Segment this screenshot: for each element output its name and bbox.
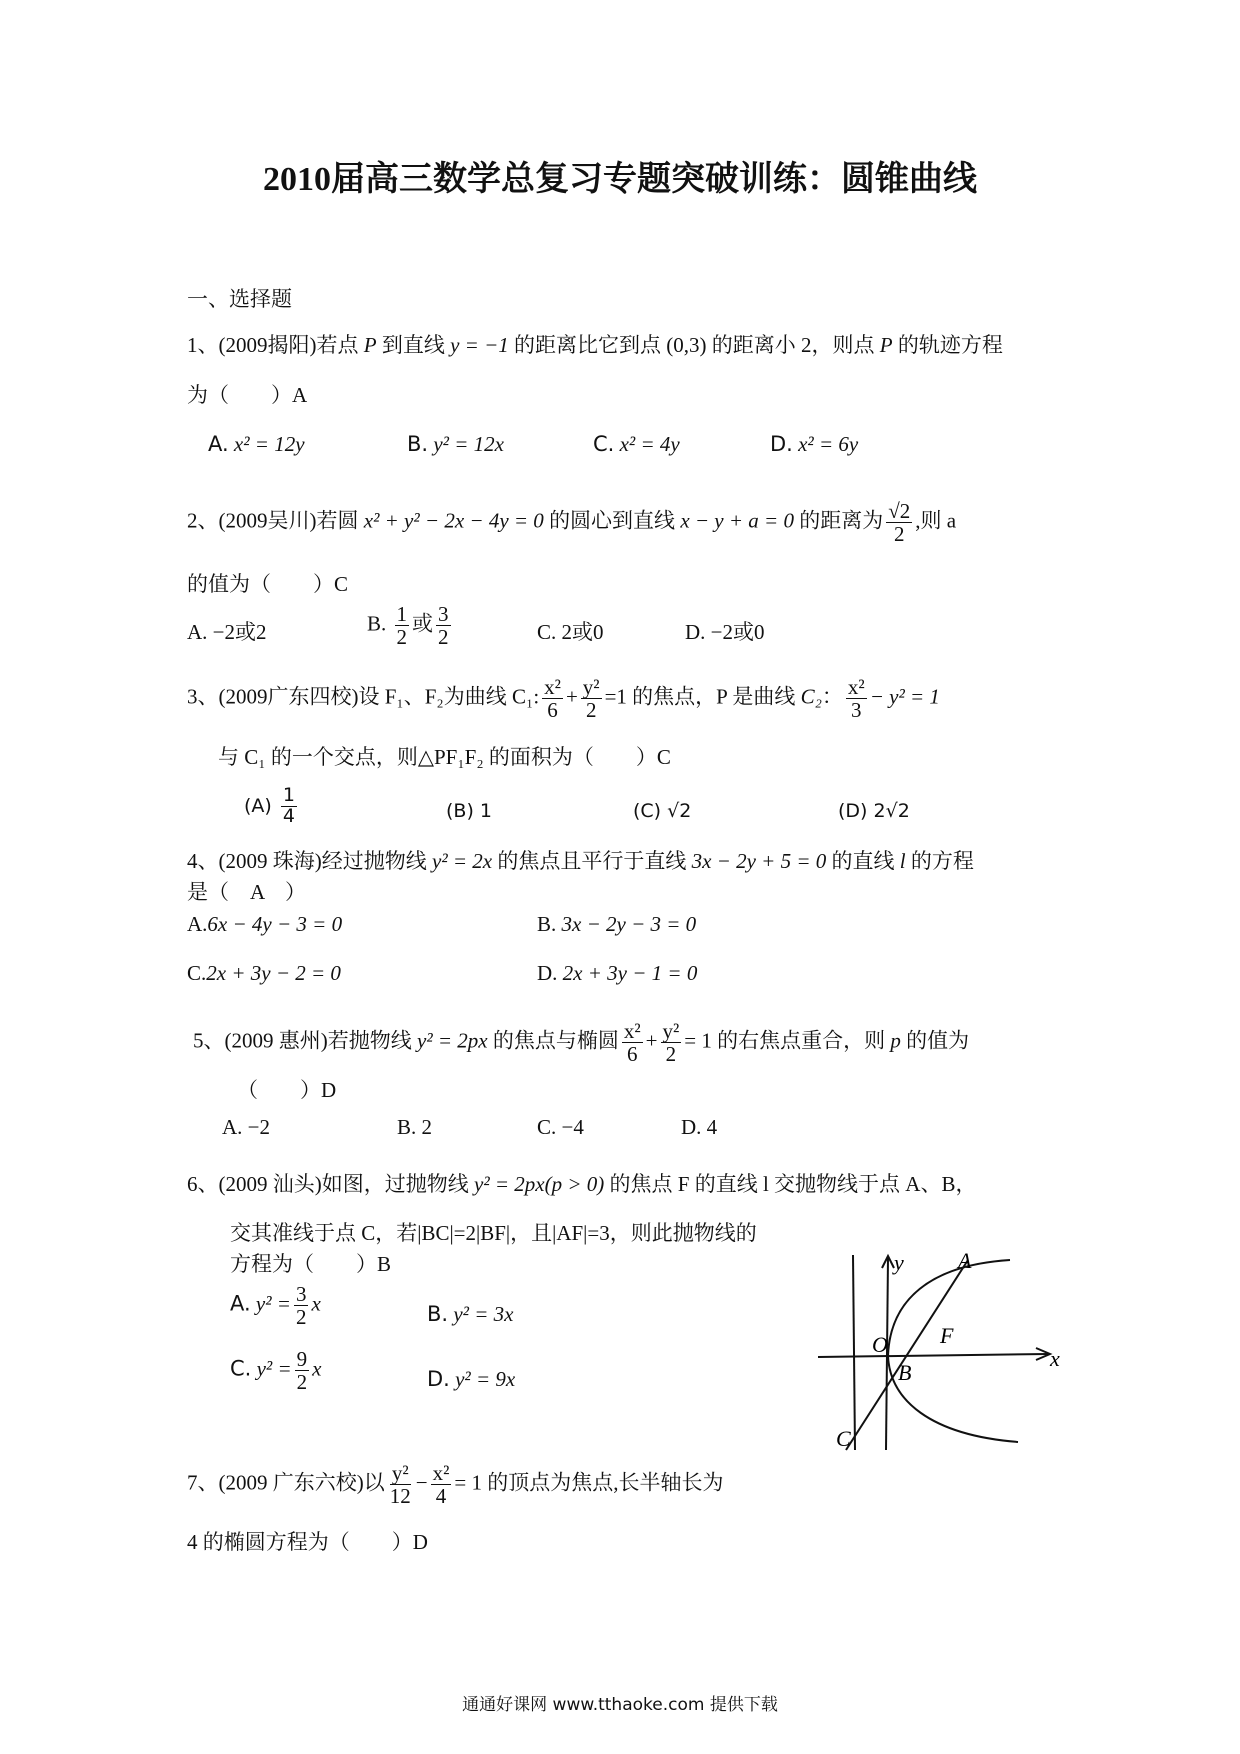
q2-distance-fraction: $\frac{√2}{2}$: [888, 499, 911, 547]
fig-label-y: y: [894, 1250, 904, 1275]
q6-line2: 交其准线于点 C，若|BC|=2|BF|，且|AF|=3，则此抛物线的: [230, 1221, 757, 1245]
q1-option-c: C. x² = 4y: [593, 432, 680, 456]
q2-line2: 的值为（ ）C: [187, 572, 349, 596]
q5-option-d: D. 4: [681, 1115, 718, 1139]
q1-option-a: A. x² = 12y: [208, 432, 305, 456]
q1-line1: 1、(2009揭阳)若点 P 到直线 y = −1 的距离比它到点 (0,3) 的距离小 2，则点 P 的轨迹方程: [187, 333, 1003, 357]
fig-label-x: x: [1050, 1346, 1060, 1371]
q2-option-d: D. −2或0: [685, 620, 765, 644]
q6-option-d: D. y² = 9x: [427, 1367, 516, 1391]
q1-option-d: D. x² = 6y: [770, 432, 859, 456]
q5-line2: （ ）D: [237, 1078, 337, 1102]
q4-line1: 4、(2009 珠海)经过抛物线 y² = 2x 的焦点且平行于直线 3x − 2y + 5 = 0 的直线 l 的方程: [187, 849, 974, 873]
q4-option-b: B. 3x − 2y − 3 = 0: [537, 912, 697, 936]
parabola-figure: [810, 1250, 1065, 1460]
q3-line1: 3、(2009广东四校)设 F₁、F₂为曲线 C₁: $\frac{\text{x²}}{6}$ + $\frac{\text{y²}}{2}$ =1 的焦点，P 是曲线 C₂： $\frac{\text{x²}}{3}$ − y² = 1: [187, 675, 940, 723]
q6-line1: 6、(2009 汕头)如图，过抛物线 y² = 2px(p > 0) 的焦点 F 的直线 l 交抛物线于点 A、B，: [187, 1172, 977, 1196]
q5-option-b: B. 2: [397, 1115, 433, 1139]
page-footer: 通通好课网 www.tthaoke.com 提供下载: [462, 1695, 778, 1715]
q2-option-a: A. −2或2: [187, 620, 267, 644]
q5-option-c: C. −4: [537, 1115, 584, 1139]
q4-option-c: C.2x + 3y − 2 = 0: [187, 961, 341, 985]
q3-option-a: (A) $\frac{1}{4}$: [244, 784, 295, 827]
q3-option-d: (D) 2√2: [838, 800, 910, 822]
q1-line2: 为（ ）A: [187, 383, 308, 407]
q3-option-c: (C) √2: [633, 800, 692, 822]
fig-label-o: O: [872, 1332, 888, 1357]
q6-option-a: A. y² = $\frac{3}{2}$ x: [230, 1282, 321, 1330]
q4-option-a: A.6x − 4y − 3 = 0: [187, 912, 343, 936]
fig-label-c: C: [836, 1426, 851, 1451]
fig-label-a: A: [958, 1250, 972, 1273]
q4-option-d: D. 2x + 3y − 1 = 0: [537, 961, 698, 985]
q6-option-c: C. y² = $\frac{9}{2}$ x: [230, 1347, 322, 1395]
section-heading: 一、选择题: [187, 287, 292, 311]
q1-option-b: B. y² = 12x: [407, 432, 504, 456]
q2-option-b: B. $\frac{1}{2}$ 或 $\frac{3}{2}$: [367, 602, 449, 650]
q2-option-c: C. 2或0: [537, 620, 604, 644]
q4-line2: 是（ A ）: [187, 880, 307, 904]
fig-label-b: B: [898, 1360, 912, 1385]
q3-line2: 与 C₁ 的一个交点，则△PF₁F₂ 的面积为（ ）C: [218, 745, 671, 769]
q7-line1: 7、(2009 广东六校)以 $\frac{\text{y²}}{12}$ − $\frac{\text{x²}}{4}$ = 1 的顶点为焦点,长半轴长为: [187, 1461, 724, 1509]
q6-line3: 方程为（ ）B: [230, 1252, 392, 1276]
q5-option-a: A. −2: [222, 1115, 271, 1139]
q7-line2: 4 的椭圆方程为（ ）D: [187, 1530, 428, 1554]
page-title: 2010届高三数学总复习专题突破训练：圆锥曲线: [263, 161, 977, 198]
fig-label-f: F: [940, 1323, 954, 1348]
q3-option-b: (B) 1: [446, 800, 492, 822]
q5-line1: 5、(2009 惠州)若抛物线 y² = 2px 的焦点与椭圆 $\frac{\text{x²}}{6}$ + $\frac{\text{y²}}{2}$ = 1 的右焦点重合，则 p 的值为: [193, 1019, 970, 1067]
q6-option-b: B. y² = 3x: [427, 1302, 514, 1326]
q2-line1: 2、(2009吴川)若圆 x² + y² − 2x − 4y = 0 的圆心到直线 x − y + a = 0 的距离为 $\frac{√2}{2}$ ,则 a: [187, 499, 957, 547]
